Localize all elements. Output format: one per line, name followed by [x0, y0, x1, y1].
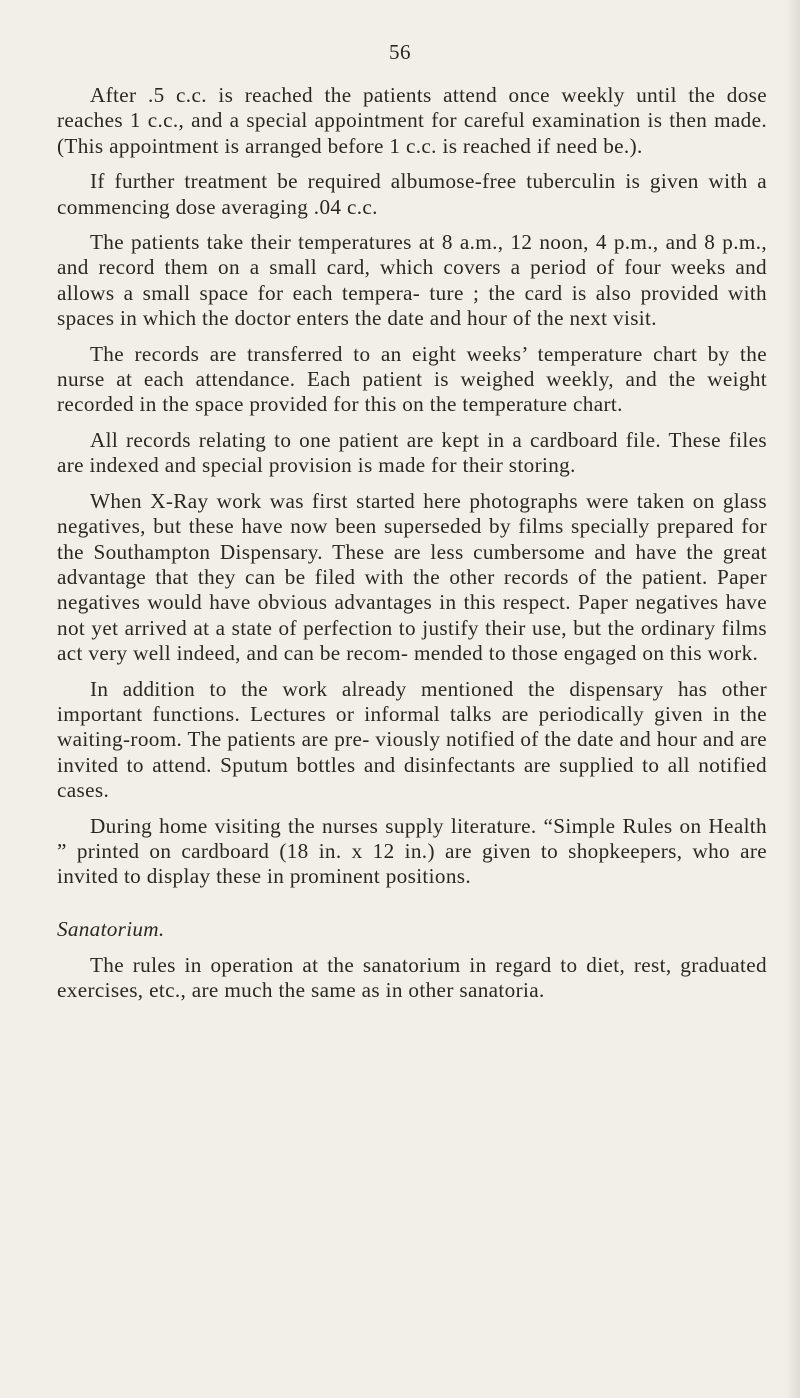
body-text [57, 83, 767, 1014]
paragraph-cardboard-file: All records relating to one patient are kept in a cardboard file. These files are indexed and special provision is made for their storing. [57, 427, 767, 478]
paragraph-home-visiting: During home visiting the nurses supply literature. “Simple Rules on Health ” printed on cardboard (18 in. x 12 in.) are given to shopkeepers, who are invited to display these in prominent positions. [57, 813, 767, 889]
paragraph-tuberculin-dose: After .5 c.c. is reached the patients attend once weekly until the dose reaches 1 c.c., and a special appointment for careful examination is then made. (This appointment is arranged before 1 c.c. is reached if need be.). [57, 83, 767, 158]
paragraph-x-ray: When X-Ray work was first started here photographs were taken on glass negatives, but these have now been superseded by films specially prepared for the Southampton Dispensary. These are less cumbersome and have the great advantage that they can be filed with the other records of the patient. Paper negatives would have obvious advantages in this respect. Paper negatives have not yet arrived at a state of perfection to justify their use, but the ordinary films act very well indeed, and can be recom- mended to those engaged on this work. [57, 488, 767, 666]
section-heading-sanatorium: Sanatorium. [57, 916, 165, 941]
paragraph-sanatorium-rules: The rules in operation at the sanatorium in regard to diet, rest, graduated exercises, etc., are much the same as in other sanatoria. [57, 952, 767, 1003]
page-number: 56 [389, 40, 411, 64]
paragraph-records-transfer: The records are transferred to an eight weeks’ temperature chart by the nurse at each attendance. Each patient is weighed weekly, and the weight recorded in the space provided for this on the temperature chart. [57, 341, 767, 417]
paragraph-dispensary-functions: In addition to the work already mentioned the dispensary has other important functions. Lectures or informal talks are periodically given in the waiting-room. The patients are pre- viously notified of the date and hour and are invited to attend. Sputum bottles and disinfectants are supplied to all notified cases. [57, 676, 767, 803]
paragraph-further-treatment: If further treatment be required albumose-free tuberculin is given with a commencing dose averaging .04 c.c. [57, 169, 767, 219]
page-edge-shadow [786, 0, 800, 1398]
paragraph-temperatures: The patients take their temperatures at 8 a.m., 12 noon, 4 p.m., and 8 p.m., and record them on a small card, which covers a period of four weeks and allows a small space for each tempera- ture ; the card is also provided with spaces in which the doctor enters the date and hour of the next visit. [57, 230, 767, 331]
